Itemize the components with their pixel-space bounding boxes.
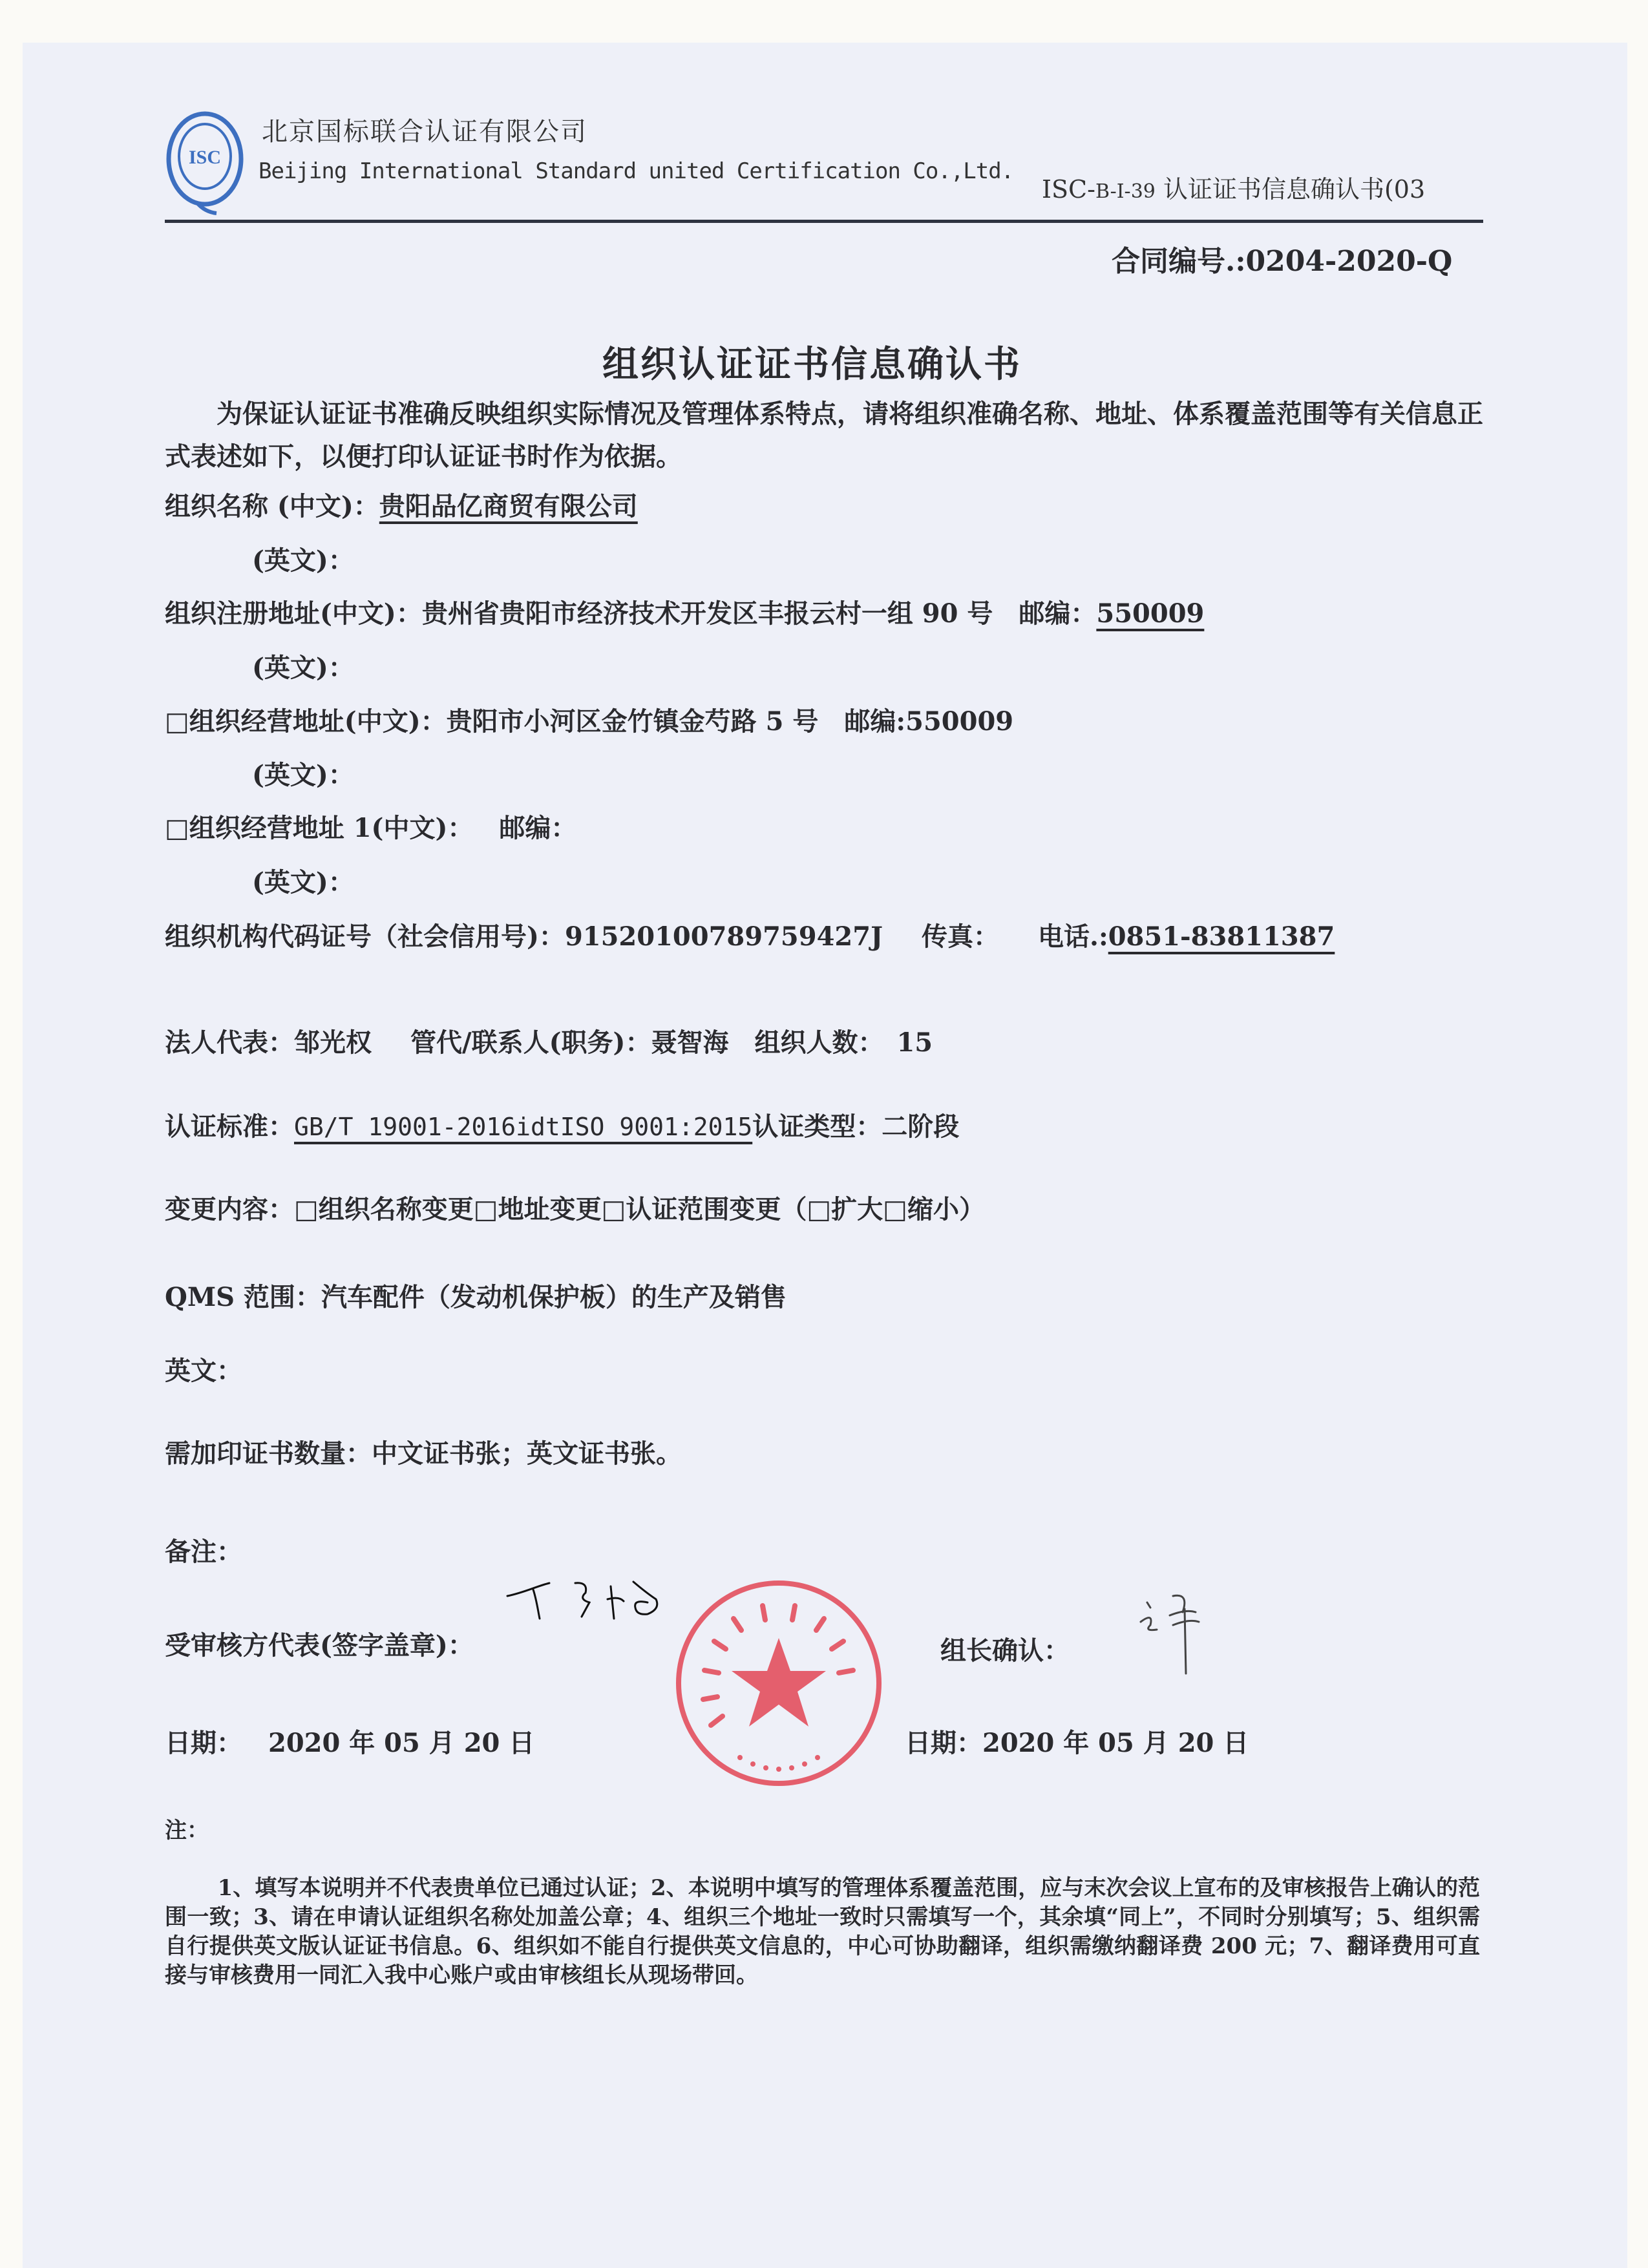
- fax-label: 传真：: [922, 921, 1000, 952]
- qms-scope-row: QMS 范围：汽车配件（发动机保护板）的生产及销售: [165, 1282, 787, 1312]
- headcount-value: 15: [896, 1027, 933, 1058]
- auditee-date-row: 日期： 2020 年 05 月 20 日: [165, 1728, 535, 1758]
- reg-address-value: 贵州省贵阳市经济技术开发区丰报云村一组 90 号: [421, 598, 993, 629]
- phone-value: 0851-83811387: [1108, 921, 1335, 952]
- op-address-value: 贵阳市小河区金竹镇金芍路 5 号: [446, 706, 819, 737]
- contract-number: 合同编号.:0204-2020-Q: [1112, 245, 1453, 278]
- org-name-en-label: (英文)：: [252, 545, 354, 576]
- change-options: □组织名称变更□地址变更□认证范围变更（□扩大□缩小）: [294, 1194, 985, 1224]
- op-address-row: □组织经营地址(中文)：贵阳市小河区金竹镇金芍路 5 号 邮编:550009: [165, 706, 1014, 737]
- scope-en-label: 英文：: [165, 1356, 242, 1386]
- svg-text:ISC: ISC: [188, 147, 222, 168]
- org-name-value: 贵阳品亿商贸有限公司: [379, 491, 638, 521]
- credit-code-value: 91520100789759427J: [564, 921, 883, 952]
- company-name-en: Beijing International Standard united Certification Co.,Ltd.: [259, 158, 1014, 184]
- reg-postcode-value: 550009: [1096, 598, 1205, 629]
- org-name-row: 组织名称 (中文)：贵阳品亿商贸有限公司: [165, 491, 638, 521]
- leader-date-row: 日期：2020 年 05 月 20 日: [905, 1728, 1249, 1758]
- team-leader-signature: [1134, 1590, 1225, 1680]
- op-address1-row: □组织经营地址 1(中文)： 邮编：: [165, 813, 577, 843]
- isc-logo: [165, 109, 249, 217]
- intro-paragraph: 为保证认证证书准确反映组织实际情况及管理体系特点，请将组织准确名称、地址、体系覆盖范围等有关信息正式表述如下，以便打印认证证书时作为依据。: [165, 399, 1483, 472]
- notes-text: 1、填写本说明并不代表贵单位已通过认证；2、本说明中填写的管理体系覆盖范围，应与末次会议上宣布的及审核报告上确认的范围一致；3、请在申请认证组织名称处加盖公章；4、组织三个地址一致时只需填写一个，其余填“同上”，不同时分别填写；5、组织需自行提供英文版认证证书信息。6、组织如不能自行提供英文信息的，中心可协助翻译，组织需缴纳翻译费 200 元；7、翻译费用可直接与审核费用一同汇入我中心账户或由审核组长从现场带回。: [165, 1875, 1480, 1988]
- op-address-en-label: (英文)：: [252, 760, 354, 790]
- credit-code-row: 组织机构代码证号（社会信用号)：91520100789759427J 传真： 电话.:0851-83811387: [165, 921, 1335, 952]
- auditee-rep-label: 受审核方代表(签字盖章)：: [165, 1630, 474, 1661]
- document-title: 组织认证证书信息确认书: [602, 343, 1022, 386]
- header-rule: [165, 220, 1483, 223]
- team-leader-label: 组长确认：: [940, 1635, 1070, 1666]
- form-code: ISC-B-I-39 认证证书信息确认书(03: [1042, 175, 1426, 204]
- cert-count-row: 需加印证书数量：中文证书张；英文证书张。: [165, 1438, 682, 1469]
- op-address1-en-label: (英文)：: [252, 867, 354, 898]
- standard-value: GB/T 19001-2016idtISO 9001:2015: [294, 1113, 753, 1141]
- company-seal: [672, 1577, 885, 1790]
- contact-value: 聂智海: [651, 1027, 729, 1058]
- standard-row: 认证标准：GB/T 19001-2016idtISO 9001:2015认证类型：二阶段: [165, 1111, 960, 1142]
- auditee-signature: [504, 1577, 666, 1622]
- notes-label: 注：: [165, 1818, 209, 1843]
- auditee-date-value: 2020 年 05 月 20 日: [268, 1728, 535, 1758]
- change-row: 变更内容：□组织名称变更□地址变更□认证范围变更（□扩大□缩小）: [165, 1194, 985, 1224]
- leader-date-value: 2020 年 05 月 20 日: [982, 1728, 1249, 1758]
- op-postcode-value: 550009: [905, 706, 1014, 737]
- people-row: 法人代表：邹光权 管代/联系人(职务)：聂智海 组织人数： 15: [165, 1027, 933, 1058]
- cert-type-value: 二阶段: [882, 1111, 960, 1142]
- company-name-cn: 北京国标联合认证有限公司: [262, 117, 587, 147]
- remarks-label: 备注：: [165, 1537, 242, 1567]
- qms-scope-value: 汽车配件（发动机保护板）的生产及销售: [321, 1282, 787, 1312]
- reg-address-row: 组织注册地址(中文)：贵州省贵阳市经济技术开发区丰报云村一组 90 号 邮编：550009: [165, 598, 1205, 629]
- legal-rep-value: 邹光权: [294, 1027, 372, 1058]
- reg-address-en-label: (英文)：: [252, 653, 354, 683]
